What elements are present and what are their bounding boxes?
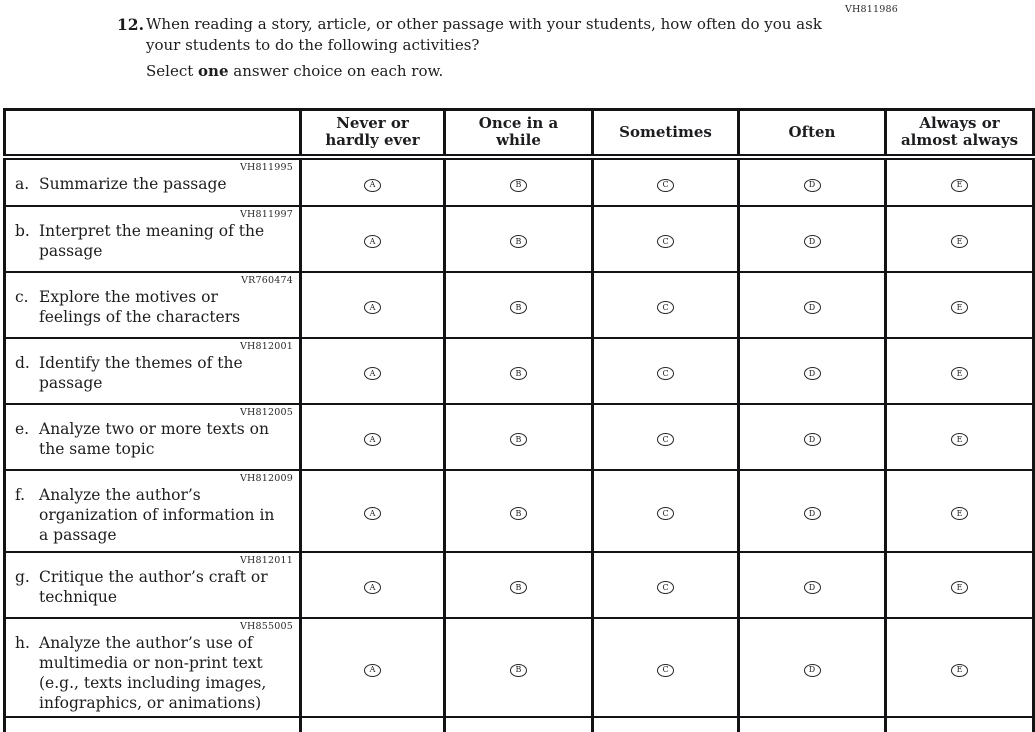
- answer-cell: [886, 618, 1034, 717]
- bubble-letter: E: [956, 302, 963, 312]
- question-block: [117, 14, 826, 56]
- answer-bubble-c[interactable]: [657, 507, 674, 520]
- bubble-letter: C: [662, 236, 669, 246]
- answer-cell: [886, 552, 1034, 618]
- answer-cell: [445, 272, 593, 338]
- answer-cell: [445, 404, 593, 470]
- bubble-letter: B: [515, 236, 522, 246]
- answer-bubble-c[interactable]: [657, 179, 674, 192]
- answer-cell: [445, 206, 593, 272]
- answer-bubble-e[interactable]: [951, 179, 968, 192]
- row-code: VR760474: [241, 274, 293, 286]
- clipped-cell: [886, 717, 1034, 732]
- header-stub-cell: [5, 110, 301, 157]
- answer-bubble-a[interactable]: [364, 235, 381, 248]
- item-text: Interpret the meaning of the passage: [39, 221, 265, 260]
- column-header: Never or hardly ever: [301, 110, 445, 157]
- answer-bubble-d[interactable]: [804, 301, 821, 314]
- bubble-letter: D: [808, 302, 816, 312]
- instruction-prefix: Select: [146, 62, 199, 80]
- answer-bubble-a[interactable]: [364, 179, 381, 192]
- item-text: Critique the author’s craft or technique: [39, 567, 268, 606]
- bubble-letter: E: [956, 368, 963, 378]
- answer-bubble-e[interactable]: [951, 433, 968, 446]
- answer-bubble-d[interactable]: [804, 179, 821, 192]
- answer-bubble-c[interactable]: [657, 581, 674, 594]
- answer-cell: [301, 470, 445, 552]
- column-header: Always or almost always: [886, 110, 1034, 157]
- answer-bubble-d[interactable]: [804, 507, 821, 520]
- response-matrix-table: [3, 108, 1035, 732]
- answer-bubble-b[interactable]: [510, 664, 527, 677]
- item-cell: [5, 157, 301, 206]
- answer-bubble-a[interactable]: [364, 367, 381, 380]
- answer-cell: [445, 552, 593, 618]
- answer-cell: [739, 206, 886, 272]
- item-text: Analyze the author’s organization of information in a passage: [39, 485, 275, 544]
- item-text: Summarize the passage: [39, 174, 227, 193]
- row-code: VH812011: [239, 554, 293, 566]
- answer-cell: [739, 157, 886, 206]
- clipped-cell: [739, 717, 886, 732]
- answer-cell: [886, 338, 1034, 404]
- answer-bubble-d[interactable]: [804, 664, 821, 677]
- answer-cell: [739, 618, 886, 717]
- item-letter: d.: [15, 353, 30, 372]
- answer-bubble-a[interactable]: [364, 301, 381, 314]
- bubble-letter: D: [808, 508, 816, 518]
- answer-cell: [593, 552, 739, 618]
- bubble-letter: A: [369, 180, 376, 190]
- bubble-letter: E: [956, 582, 963, 592]
- form-code: VH811986: [845, 4, 899, 15]
- clipped-cell: [593, 717, 739, 732]
- bubble-letter: D: [808, 368, 816, 378]
- bubble-letter: B: [515, 582, 522, 592]
- column-header: Sometimes: [593, 110, 739, 157]
- bubble-letter: B: [515, 665, 522, 675]
- item-cell: [5, 338, 301, 404]
- bubble-letter: E: [956, 180, 963, 190]
- item-cell: [5, 206, 301, 272]
- question-text: When reading a story, article, or other passage with your students, how often do you ask your students to do the following activities?: [146, 15, 822, 54]
- bubble-letter: D: [808, 582, 816, 592]
- answer-bubble-b[interactable]: [510, 367, 527, 380]
- answer-bubble-e[interactable]: [951, 664, 968, 677]
- table-row: [5, 470, 1034, 552]
- answer-bubble-b[interactable]: [510, 581, 527, 594]
- answer-cell: [739, 552, 886, 618]
- row-code: VH811995: [239, 161, 293, 173]
- item-cell: [5, 272, 301, 338]
- answer-bubble-d[interactable]: [804, 367, 821, 380]
- answer-bubble-e[interactable]: [951, 367, 968, 380]
- answer-cell: [886, 206, 1034, 272]
- item-letter: b.: [15, 221, 30, 240]
- bubble-letter: C: [662, 508, 669, 518]
- bubble-letter: B: [515, 302, 522, 312]
- answer-bubble-d[interactable]: [804, 235, 821, 248]
- answer-cell: [301, 618, 445, 717]
- row-code: VH812005: [239, 406, 293, 418]
- answer-bubble-a[interactable]: [364, 581, 381, 594]
- bubble-letter: E: [956, 434, 963, 444]
- bubble-letter: D: [808, 236, 816, 246]
- question-number: 12.: [117, 15, 144, 34]
- table-row: [5, 272, 1034, 338]
- item-cell: [5, 470, 301, 552]
- bubble-letter: A: [369, 434, 376, 444]
- clipped-cell: [445, 717, 593, 732]
- item-letter: h.: [15, 633, 30, 652]
- clipped-next-row: [5, 717, 1034, 732]
- item-text: Analyze the author’s use of multimedia or non-print text (e.g., texts including images, infographics, or animations): [39, 633, 267, 712]
- bubble-letter: E: [956, 665, 963, 675]
- column-header: Once in a while: [445, 110, 593, 157]
- answer-cell: [593, 404, 739, 470]
- item-letter: e.: [15, 419, 30, 438]
- bubble-letter: A: [369, 665, 376, 675]
- answer-bubble-e[interactable]: [951, 301, 968, 314]
- row-code: VH812009: [239, 472, 293, 484]
- answer-cell: [739, 470, 886, 552]
- bubble-letter: D: [808, 665, 816, 675]
- answer-bubble-c[interactable]: [657, 367, 674, 380]
- answer-cell: [739, 338, 886, 404]
- answer-bubble-d[interactable]: [804, 433, 821, 446]
- table-row: [5, 404, 1034, 470]
- row-code: VH855005: [239, 620, 293, 632]
- answer-bubble-d[interactable]: [804, 581, 821, 594]
- bubble-letter: C: [662, 665, 669, 675]
- bubble-letter: C: [662, 180, 669, 190]
- answer-cell: [301, 272, 445, 338]
- bubble-letter: A: [369, 508, 376, 518]
- clipped-cell: [301, 717, 445, 732]
- answer-bubble-e[interactable]: [951, 235, 968, 248]
- answer-bubble-b[interactable]: [510, 235, 527, 248]
- answer-cell: [886, 272, 1034, 338]
- item-text: Explore the motives or feelings of the characters: [39, 287, 241, 326]
- row-code: VH811997: [239, 208, 293, 220]
- clipped-cell: [5, 717, 301, 732]
- table-row: [5, 618, 1034, 717]
- header-row: [5, 110, 1034, 157]
- bubble-letter: A: [369, 236, 376, 246]
- answer-cell: [445, 157, 593, 206]
- table-row: [5, 206, 1034, 272]
- bubble-letter: B: [515, 434, 522, 444]
- answer-cell: [301, 157, 445, 206]
- answer-bubble-e[interactable]: [951, 507, 968, 520]
- answer-bubble-c[interactable]: [657, 664, 674, 677]
- item-cell: [5, 618, 301, 717]
- bubble-letter: E: [956, 236, 963, 246]
- table-row: [5, 338, 1034, 404]
- row-code: VH812001: [239, 340, 293, 352]
- answer-bubble-c[interactable]: [657, 433, 674, 446]
- instruction-suffix: answer choice on each row.: [228, 62, 444, 80]
- column-header: Often: [739, 110, 886, 157]
- bubble-letter: A: [369, 582, 376, 592]
- table-row: [5, 552, 1034, 618]
- bubble-letter: D: [808, 180, 816, 190]
- item-cell: [5, 404, 301, 470]
- answer-bubble-e[interactable]: [951, 581, 968, 594]
- bubble-letter: C: [662, 434, 669, 444]
- answer-bubble-a[interactable]: [364, 507, 381, 520]
- bubble-letter: C: [662, 302, 669, 312]
- bubble-letter: E: [956, 508, 963, 518]
- item-letter: g.: [15, 567, 30, 586]
- instruction-emphasis: one: [198, 62, 229, 80]
- item-letter: c.: [15, 287, 29, 306]
- bubble-letter: A: [369, 368, 376, 378]
- bubble-letter: C: [662, 582, 669, 592]
- answer-cell: [593, 618, 739, 717]
- answer-bubble-c[interactable]: [657, 301, 674, 314]
- answer-cell: [739, 404, 886, 470]
- answer-bubble-b[interactable]: [510, 433, 527, 446]
- answer-cell: [593, 206, 739, 272]
- answer-cell: [301, 338, 445, 404]
- answer-cell: [886, 404, 1034, 470]
- answer-cell: [301, 552, 445, 618]
- bubble-letter: D: [808, 434, 816, 444]
- answer-cell: [301, 404, 445, 470]
- bubble-letter: C: [662, 368, 669, 378]
- answer-cell: [445, 338, 593, 404]
- instruction-text: [146, 62, 443, 80]
- answer-bubble-b[interactable]: [510, 179, 527, 192]
- table-row: [5, 157, 1034, 206]
- answer-bubble-b[interactable]: [510, 507, 527, 520]
- item-letter: a.: [15, 174, 30, 193]
- item-text: Identify the themes of the passage: [39, 353, 243, 392]
- answer-cell: [739, 272, 886, 338]
- answer-bubble-b[interactable]: [510, 301, 527, 314]
- answer-cell: [886, 470, 1034, 552]
- answer-cell: [886, 157, 1034, 206]
- bubble-letter: A: [369, 302, 376, 312]
- answer-bubble-c[interactable]: [657, 235, 674, 248]
- answer-cell: [593, 470, 739, 552]
- bubble-letter: B: [515, 368, 522, 378]
- answer-bubble-a[interactable]: [364, 433, 381, 446]
- answer-cell: [593, 157, 739, 206]
- answer-cell: [301, 206, 445, 272]
- item-text: Analyze two or more texts on the same topic: [39, 419, 269, 458]
- answer-cell: [593, 338, 739, 404]
- bubble-letter: B: [515, 508, 522, 518]
- answer-cell: [445, 618, 593, 717]
- item-cell: [5, 552, 301, 618]
- answer-cell: [445, 470, 593, 552]
- answer-bubble-a[interactable]: [364, 664, 381, 677]
- item-letter: f.: [15, 485, 26, 504]
- bubble-letter: B: [515, 180, 522, 190]
- answer-cell: [593, 272, 739, 338]
